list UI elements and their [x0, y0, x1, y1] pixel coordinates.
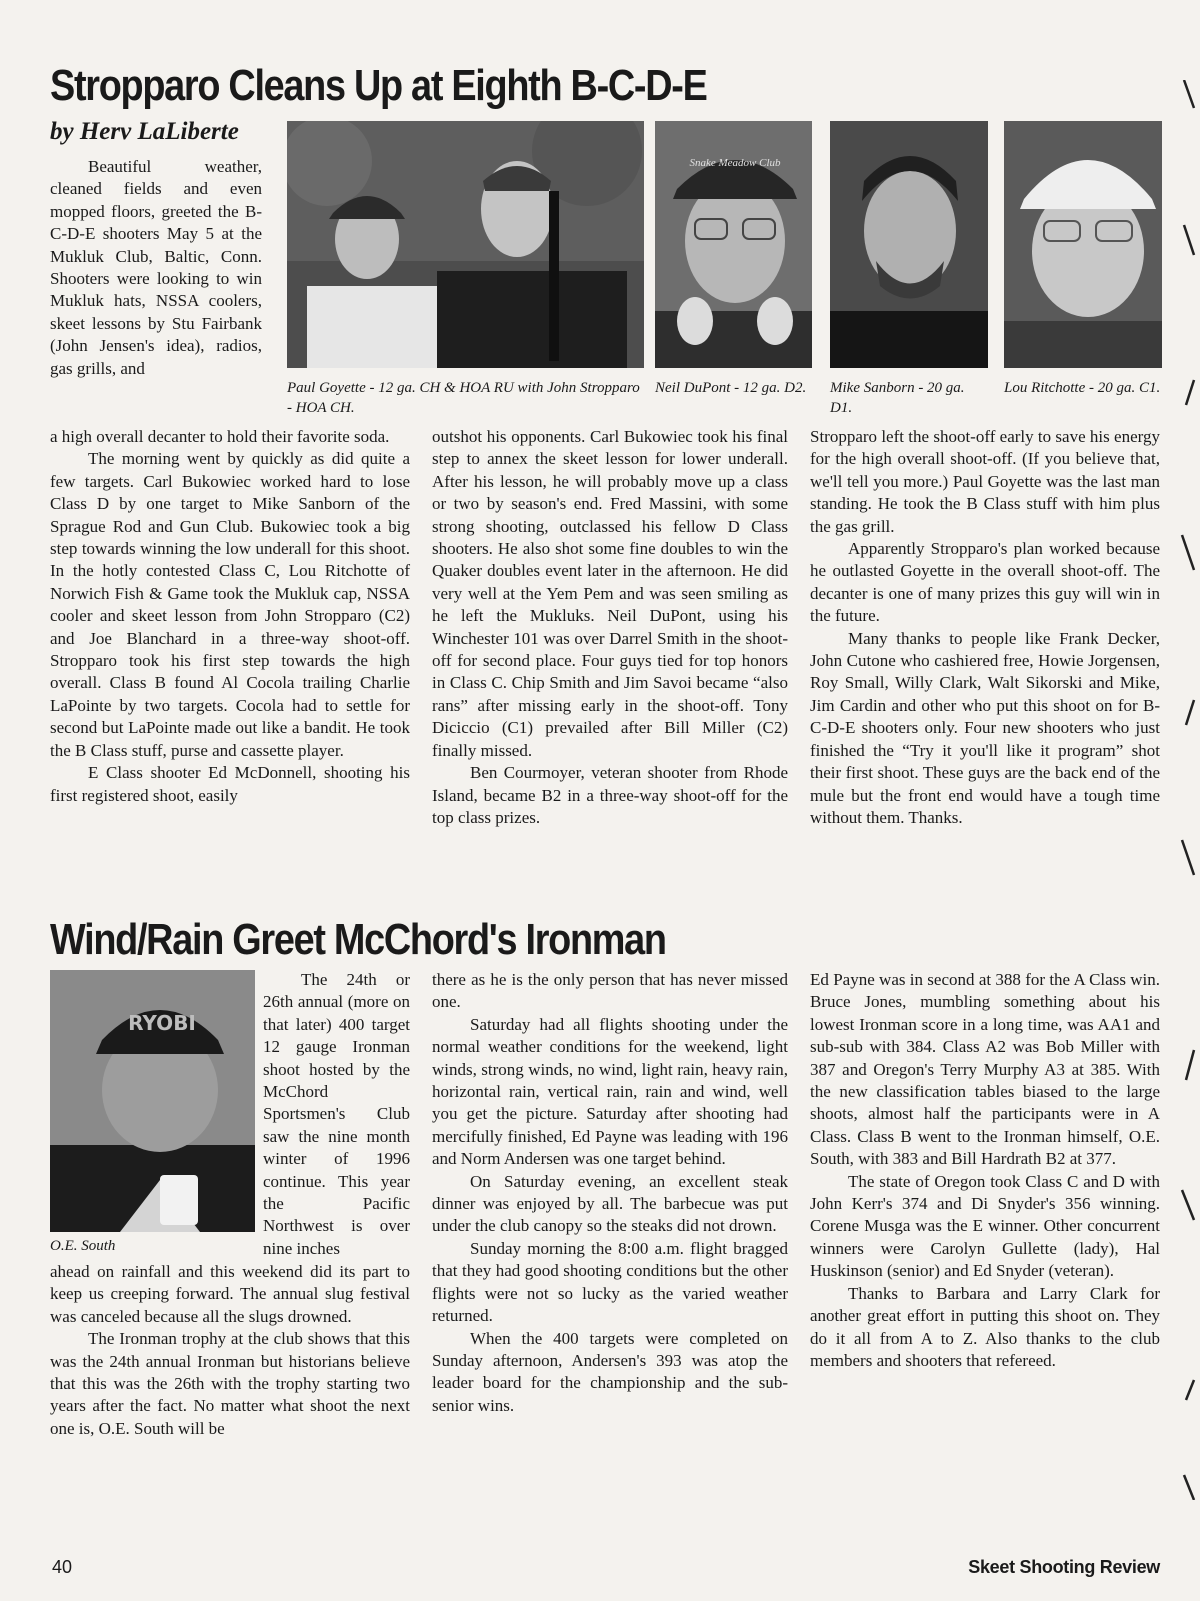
cap-text: Snake Meadow Club — [689, 157, 781, 169]
article1-paragraph: Ben Courmoyer, veteran shooter from Rhode Island, became B2 in a three-way shoot-off for the top class prizes. — [432, 763, 788, 827]
article2-paragraph: When the 400 targets were completed on Sunday afternoon, Andersen's 393 was atop the leader board for the championship and the sub-senior wins. — [432, 1328, 788, 1415]
photo-lou-ritchotte — [1004, 121, 1162, 368]
article2-paragraph: Sunday morning the 8:00 a.m. flight bragged that they had good shooting conditions but the other flights were not so lucky as the varied weather returned. — [432, 1238, 788, 1326]
article2-paragraph: ahead on rainfall and this weekend did its part to keep us creeping forward. The annual slug festival was canceled because all the slugs drowned. — [50, 1262, 410, 1326]
article1-paragraph: Stropparo left the shoot-off early to save his energy for the high overall shoot-off. (If you believe that, we'll tell you more.) Paul Goyette was the last man standing. He took the B Class stuff with him plus the gas grill. — [810, 427, 1160, 536]
page-number: 40 — [52, 1557, 73, 1577]
article1-col3 — [810, 426, 1160, 829]
article1-paragraph: Many thanks to people like Frank Decker, John Cutone who cashiered free, Howie Jorgensen, Roy Small, Willy Clark, Walt Sikorski and Mike, Jim Cardin and other who put this shoot on for B-C-D-E shooters only. Four new shooters who just finished the “Try it you'll like it program” shot their first shoot. These guys are the back end of the mule but the front end would have a tough time without them. Thanks. — [810, 628, 1160, 827]
article1-paragraph: Apparently Stropparo's plan worked because he outlasted Goyette in the overall shoot-off. The decanter is one of many prizes this guy will win in the future. — [810, 539, 1160, 626]
photo-neil-dupont — [655, 121, 812, 368]
caption-ritchotte: Lou Ritchotte - 20 ga. C1. — [1004, 380, 1161, 396]
article1-paragraph: outshot his opponents. Carl Bukowiec took his final step to annex the skeet lesson for lower underall. After his lesson, he will probably move up a class or two by season's end. Fred Massini, with some strong shooting, outclassed his fellow D Class shooters. He also shot some fine doubles to win the Quaker doubles event later in the afternoon. He did very well at the Yem Pem and was seen smiling as he left the Mukluks. Neil DuPont, using his Winchester 101 was over Darrel Smith in the shoot-off for second place. Four guys tied for top honors in Class C. Chip Smith and Jim Savoi became “also rans” after missing early in the shoot-off. Tony Diciccio (C1) prevailed after Bill Miller (C2) finally missed. — [432, 427, 788, 760]
article2-headline: Wind/Rain Greet McChord's Ironman — [50, 915, 666, 964]
caption-sanborn: Mike Sanborn - 20 ga. D1. — [830, 380, 965, 416]
article1-headline: Stropparo Cleans Up at Eighth B-C-D-E — [50, 61, 707, 110]
article2-paragraph: Saturday had all flights shooting under the normal weather conditions for the weekend, light winds, strong winds, no wind, light rain, heavy rain, horizontal rain, vertical rain, rain and wind, well you get the picture. Saturday after shooting had mercifully finished, Ed Payne was leading with 196 and Norm Andersen was one target behind. — [432, 1014, 788, 1169]
photo-mike-sanborn — [830, 121, 988, 368]
article2-paragraph: On Saturday evening, an excellent steak dinner was enjoyed by all. The barbecue was put under the club canopy so the steaks did not drown. — [432, 1171, 788, 1236]
cap-text: RYOBI — [128, 1011, 196, 1035]
article1-col1-top — [50, 156, 262, 380]
article1-paragraph: The morning went by quickly as did quite a few targets. Carl Bukowiec worked hard to lose Class D by one target to Mike Sanborn of the Sprague Rod and Gun Club. Bukowiec took a big step towards winning the low underall for this shoot. In the hotly contested Class C, Lou Ritchotte of Norwich Fish & Game took the Mukluk cap, NSSA cooler and skeet lesson from John Stropparo (C2) and Joe Blanchard in a three-way shoot-off. Stropparo took his first step towards the high overall. Class B found Al Cocola trailing Charlie LaPointe by two targets. Cocola had to settle for second but LaPointe made out like a bandit. He took the B Class stuff, purse and cassette player. — [50, 449, 410, 760]
photo-oe-south — [50, 970, 255, 1232]
article1-byline: by Herv LaLiberte — [50, 118, 239, 145]
article1-paragraph: E Class shooter Ed McDonnell, shooting his first registered shoot, easily — [50, 763, 410, 805]
article2-paragraph: The state of Oregon took Class C and D with John Kerr's 374 and Di Snyder's 356 winning. Corene Musga was the E winner. Other concurrent winners were Carolyn Gullette (lady), Hal Huskinson (senior) and Ed Snyder (veteran). — [810, 1171, 1160, 1281]
article1-paragraph: Beautiful weather, cleaned fields and even mopped floors, greeted the B-C-D-E shooters May 5 at the Mukluk Club, Baltic, Conn. Shooters were looking to win Mukluk hats, NSSA coolers, skeet lessons by Stu Fairbank (John Jensen's idea), radios, gas grills, and — [50, 157, 262, 378]
article1-paragraph: a high overall decanter to hold their favorite soda. — [50, 427, 390, 446]
article2-paragraph: there as he is the only person that has never missed one. — [432, 970, 788, 1012]
article1-col2 — [432, 426, 788, 829]
article2-col1-top — [263, 969, 410, 1260]
page-edge-marks — [1176, 80, 1200, 1500]
article2-paragraph: The Ironman trophy at the club shows that this was the 24th annual Ironman but historians believe that this was the 26th with the trophy starting two years after the fact. No matter what shoot the next one is, O.E. South will be — [50, 1329, 410, 1438]
article2-paragraph: Thanks to Barbara and Larry Clark for another great effort in putting this shoot on. They do it all from A to Z. Also thanks to the club members and shooters that refereed. — [810, 1283, 1160, 1370]
photo-goyette-stropparo — [287, 121, 644, 368]
article2-col1-bottom — [50, 1261, 410, 1440]
caption-oe-south: O.E. South — [50, 1238, 116, 1254]
article2-col2 — [432, 969, 788, 1417]
article2-paragraph: Ed Payne was in second at 388 for the A Class win. Bruce Jones, mumbling something about his lowest Ironman score in a long time, was AA1 and sub-sub with 384. Class A2 was Bob Miller with 387 and Oregon's Terry Murphy A3 at 385. With the new classification tables biased to the large shoots, almost half the participants were in A Class. Class B went to the Ironman himself, O.E. South, with 383 and Bill Hardrath B2 at 377. — [810, 970, 1160, 1169]
article2-paragraph: The 24th or 26th annual (more on that later) 400 target 12 gauge Ironman shoot hosted by the McChord Sportsmen's Club saw the nine month winter of 1996 continue. This year the Pacific Northwest is over nine inches — [263, 970, 410, 1258]
caption-group: Paul Goyette - 12 ga. CH & HOA RU with John Stropparo - HOA CH. — [287, 380, 640, 416]
publication-name: Skeet Shooting Review — [968, 1557, 1160, 1577]
caption-dupont: Neil DuPont - 12 ga. D2. — [655, 380, 807, 396]
article1-col1-bottom — [50, 426, 410, 807]
article2-col3 — [810, 969, 1160, 1372]
